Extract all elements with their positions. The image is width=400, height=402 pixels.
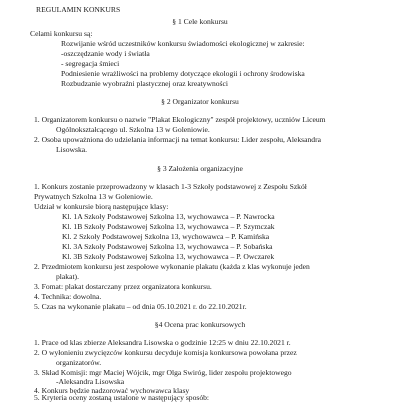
s1-line: Celami konkursu są: xyxy=(30,29,93,38)
s3-line: Udział w konkursie biorą następujące klasy: xyxy=(34,202,169,211)
s4-line: 2. O wyłonieniu zwycięzców konkursu decyduje komisja konkursowa powołana przez xyxy=(34,348,297,357)
class-item: Kl. 3A Szkoły Podstawowej Szkolna 13, wychowawca – P. Sobańska xyxy=(62,242,273,251)
s2-line: Ogólnokształcącego ul. Szkolna 13 w Goleniowie. xyxy=(56,125,210,134)
class-item: Kl. 1A Szkoły Podstawowej Szkolna 13, wychowawca – P. Nawrocka xyxy=(62,212,275,221)
section-3-heading: § 3 Założenia organizacyjne xyxy=(157,164,243,173)
s3-line: 4. Technika: dowolna. xyxy=(34,292,102,301)
s2-line: 1. Organizatorem konkursu o nazwie "Plakat Ekologiczny" zespół projektowy, uczniów Liceum xyxy=(34,115,326,124)
s4-line: -Aleksandra Lisowska xyxy=(56,377,125,386)
s1-line: -oszczędzanie wody i światła xyxy=(61,49,150,58)
class-item: Kl. 1B Szkoły Podstawowej Szkolna 13, wychowawca – P. Szymczak xyxy=(62,222,275,231)
s3-line: 5. Czas na wykonanie plakatu – od dnia 05.10.2021 r. do 22.10.2021r. xyxy=(34,302,247,311)
s4-line: organizatorów. xyxy=(56,358,102,367)
s4-line: 1. Prace od klas zbierze Aleksandra Lisowska o godzinie 12:25 w dniu 22.10.2021 r. xyxy=(34,338,291,347)
s4-line: 4. Konkurs będzie nadzorować wychowawca klasy xyxy=(34,386,190,395)
s3-line: 3. Fomat: plakat dostarczany przez organizatora konkursu. xyxy=(34,282,212,291)
s2-line: 2. Osoba upoważniona do udzielania informacji na temat konkursu: Lider zespołu, Aleksandra xyxy=(34,135,322,144)
s3-line: plakat). xyxy=(56,272,79,281)
s4-line: 3. Skład Komisji: mgr Maciej Wójcik, mgr Olga Swiróg, lider zespołu projektowego xyxy=(34,368,292,377)
section-4-heading: §4 Ocena prac konkursowych xyxy=(154,320,246,329)
s2-line: Lisowska. xyxy=(56,145,88,154)
s3-line: 2. Przedmiotem konkursu jest zespołowe wykonanie plakatu (każda z klas wykonuje jeden xyxy=(34,262,310,271)
class-item: Kl. 3B Szkoły Podstawowej Szkolna 13, wychowawca – P. Owczarek xyxy=(62,252,275,261)
class-item: Kl. 2 Szkoły Podstawowej Szkolna 13, wychowawca – P. Kamińska xyxy=(62,232,270,241)
section-1-heading: § 1 Cele konkursu xyxy=(172,17,228,26)
document-title: REGULAMIN KONKURS xyxy=(36,5,121,14)
s1-line: Rozwijanie wśród uczestników konkursu świadomości ekologicznej w zakresie: xyxy=(61,39,305,48)
section-2-heading: § 2 Organizator konkursu xyxy=(161,97,239,106)
s1-line: - segregacja śmieci xyxy=(61,59,120,68)
s1-line: Podniesienie wrażliwości na problemy dotyczące ekologii i ochrony środowiska xyxy=(61,69,305,78)
s3-line: Prywatnych Szkolna 13 w Goleniowie. xyxy=(34,192,153,201)
s3-line: 1. Konkurs zostanie przeprowadzony w klasach 1-3 Szkoły podstawowej z Zespołu Szkół xyxy=(34,182,307,191)
s4-line: 5. Kryteria oceny zostaną ustalone w następujący sposób: xyxy=(34,393,210,402)
s1-line: Rozbudzanie wyobraźni plastycznej oraz kreatywności xyxy=(61,79,228,88)
